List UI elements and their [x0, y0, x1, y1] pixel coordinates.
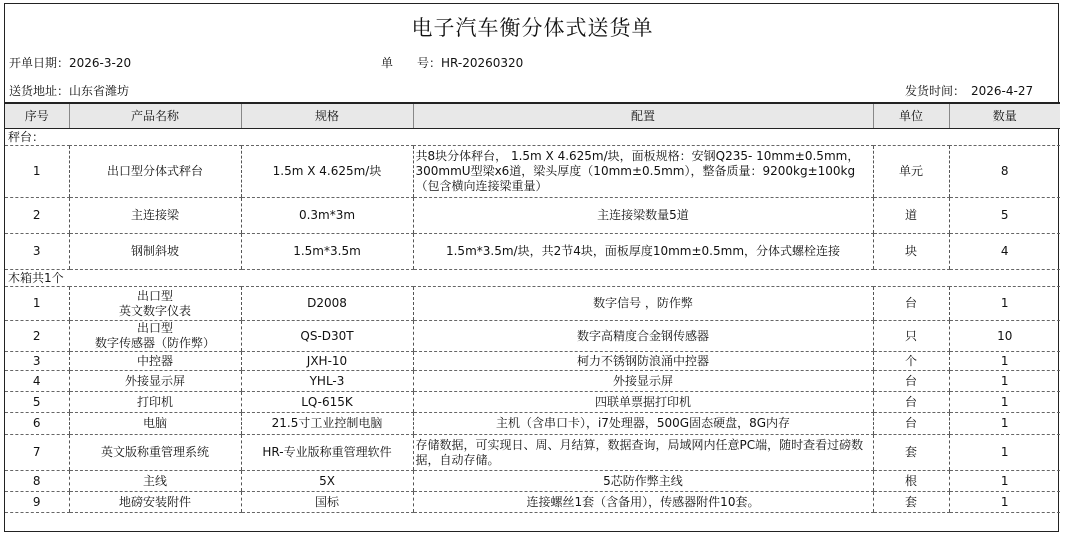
cell-name: 打印机	[69, 392, 241, 413]
cell-name: 出口型分体式秤台	[69, 146, 241, 198]
table-row	[5, 492, 1060, 513]
cell-config: 四联单票据打印机	[413, 392, 873, 413]
cell-no: 1	[5, 146, 69, 198]
cell-unit: 台	[873, 392, 949, 413]
column-header-name: 产品名称	[69, 103, 241, 129]
cell-unit: 单元	[873, 146, 949, 198]
cell-unit: 套	[873, 492, 949, 513]
table-row	[5, 413, 1060, 435]
section-label: 木箱共1个	[5, 270, 1060, 287]
cell-spec: 5X	[241, 471, 413, 492]
cell-unit: 块	[873, 234, 949, 270]
table-row	[5, 146, 1060, 198]
cell-qty: 1	[949, 352, 1060, 371]
cell-config: 主连接梁数量5道	[413, 198, 873, 234]
section-label: 秤台：	[5, 129, 1060, 146]
cell-spec: HR-专业版称重管理软件	[241, 435, 413, 471]
cell-unit: 台	[873, 413, 949, 435]
cell-name: 英文版称重管理系统	[69, 435, 241, 471]
order-number	[381, 54, 523, 71]
cell-qty: 1	[949, 413, 1060, 435]
cell-name: 地磅安装附件	[69, 492, 241, 513]
cell-unit: 台	[873, 287, 949, 321]
cell-no: 9	[5, 492, 69, 513]
cell-config: 1.5m*3.5m/块，共2节4块，面板厚度10mm±0.5mm，分体式螺栓连接	[413, 234, 873, 270]
order-number-label: 单 号：	[381, 56, 442, 70]
cell-qty: 1	[949, 492, 1060, 513]
cell-qty: 1	[949, 435, 1060, 471]
table-row	[5, 435, 1060, 471]
delivery-note-sheet	[4, 3, 1059, 532]
cell-spec: 国标	[241, 492, 413, 513]
cell-unit: 只	[873, 321, 949, 352]
cell-spec: 0.3m*3m	[241, 198, 413, 234]
cell-qty: 5	[949, 198, 1060, 234]
cell-unit: 台	[873, 371, 949, 392]
cell-spec: JXH-10	[241, 352, 413, 371]
section-row	[5, 129, 1060, 146]
cell-qty: 1	[949, 471, 1060, 492]
cell-name: 中控器	[69, 352, 241, 371]
cell-name: 主连接梁	[69, 198, 241, 234]
table-row	[5, 471, 1060, 492]
cell-name: 钢制斜坡	[69, 234, 241, 270]
table-row	[5, 392, 1060, 413]
delivery-address	[9, 82, 129, 99]
cell-config: 数字信号 ，防作弊	[413, 287, 873, 321]
table-row	[5, 321, 1060, 352]
cell-spec: 21.5寸工业控制电脑	[241, 413, 413, 435]
cell-no: 8	[5, 471, 69, 492]
cell-qty: 1	[949, 392, 1060, 413]
cell-qty: 8	[949, 146, 1060, 198]
cell-unit: 套	[873, 435, 949, 471]
cell-config: 5芯防作弊主线	[413, 471, 873, 492]
cell-qty: 10	[949, 321, 1060, 352]
cell-spec: LQ-615K	[241, 392, 413, 413]
cell-no: 2	[5, 321, 69, 352]
cell-config: 数字高精度合金钢传感器	[413, 321, 873, 352]
table-body	[5, 129, 1060, 513]
cell-qty: 4	[949, 234, 1060, 270]
cell-name: 出口型 数字传感器（防作弊）	[69, 321, 241, 352]
issue-date-label: 开单日期：	[9, 56, 70, 70]
cell-name: 外接显示屏	[69, 371, 241, 392]
cell-no: 1	[5, 287, 69, 321]
cell-name: 出口型 英文数字仪表	[69, 287, 241, 321]
cell-spec: D2008	[241, 287, 413, 321]
cell-spec: 1.5m*3.5m	[241, 234, 413, 270]
cell-config: 存储数据，可实现日、周、月结算，数据查询，局域网内任意PC端，随时查看过磅数据，自动存储。	[413, 435, 873, 471]
table-row	[5, 234, 1060, 270]
cell-config: 外接显示屏	[413, 371, 873, 392]
column-header-spec: 规格	[241, 103, 413, 129]
cell-config: 主机（含串口卡），i7处理器，500G固态硬盘，8G内存	[413, 413, 873, 435]
column-header-config: 配置	[413, 103, 873, 129]
cell-unit: 个	[873, 352, 949, 371]
column-header-qty: 数量	[949, 103, 1060, 129]
cell-config: 共8块分体秤台， 1.5m X 4.625m/块，面板规格：安钢Q235- 10mm±0.5mm，300mmU型梁x6道，梁头厚度（10mm±0.5mm），整备质量：9200kg±100kg（包含横向连接梁重量）	[413, 146, 873, 198]
issue-date-value: 2026-3-20	[69, 56, 132, 70]
ship-time-label: 发货时间：	[905, 84, 966, 98]
column-header-no: 序号	[5, 103, 69, 129]
ship-time	[905, 82, 1033, 99]
cell-name: 电脑	[69, 413, 241, 435]
table-header-row	[5, 103, 1060, 129]
cell-spec: QS-D30T	[241, 321, 413, 352]
cell-qty: 1	[949, 371, 1060, 392]
cell-no: 6	[5, 413, 69, 435]
cell-config: 柯力不锈钢防浪涌中控器	[413, 352, 873, 371]
table-row	[5, 352, 1060, 371]
cell-spec: YHL-3	[241, 371, 413, 392]
cell-name: 主线	[69, 471, 241, 492]
delivery-address-label: 送货地址：	[9, 84, 70, 98]
order-number-value: HR-20260320	[441, 56, 524, 70]
delivery-address-value: 山东省潍坊	[69, 84, 130, 98]
cell-unit: 道	[873, 198, 949, 234]
issue-date	[9, 54, 131, 71]
cell-no: 3	[5, 352, 69, 371]
cell-unit: 根	[873, 471, 949, 492]
table-row	[5, 287, 1060, 321]
table-row	[5, 198, 1060, 234]
cell-no: 5	[5, 392, 69, 413]
cell-no: 2	[5, 198, 69, 234]
ship-time-value: 2026-4-27	[971, 84, 1034, 98]
column-header-unit: 单位	[873, 103, 949, 129]
cell-qty: 1	[949, 287, 1060, 321]
section-row	[5, 270, 1060, 287]
items-table	[5, 102, 1060, 513]
cell-no: 3	[5, 234, 69, 270]
document-title: 电子汽车衡分体式送货单	[411, 16, 654, 40]
cell-no: 7	[5, 435, 69, 471]
table-row	[5, 371, 1060, 392]
cell-no: 4	[5, 371, 69, 392]
cell-config: 连接螺丝1套（含备用），传感器附件10套。	[413, 492, 873, 513]
cell-spec: 1.5m X 4.625m/块	[241, 146, 413, 198]
